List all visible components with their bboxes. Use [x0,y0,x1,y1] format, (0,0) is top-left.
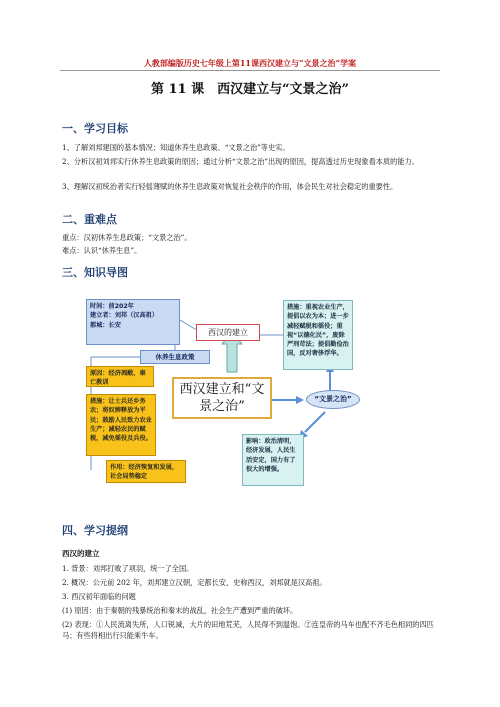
info-time: 时间：前202年 [90,303,134,310]
goal-3: 3、理解汉初统治者实行轻徭薄赋的休养生息政策对恢复社会秩序的作用，体会民生对社会稳定的重要性。 [62,182,398,191]
keypoint-difficult: 难点：认识“休养生息”。 [62,246,142,255]
goal-2: 2、分析汉初刘邦实行休养生息政策的原因；通过分析“文景之治”出现的原因，提高透过历史现象看本质的能力。 [62,157,419,166]
info-founder: 建立者：刘邦（汉高祖） [90,312,159,320]
outline-heading: 西汉的建立 [62,549,100,558]
outline-item-5: (2) 表现：①人民流离失所，人口锐减，大片的田地荒芜，人民得不到温饱。②连皇帝的马车也配不齐毛色相同的四匹马；有些将相出行只能乘牛车。 [62,620,434,641]
outline-item-4: (1) 原因：由于秦朝的残暴统治和秦末的战乱，社会生产遭到严重的破坏。 [62,606,298,615]
doc-header: 人教部编版历史七年级上第11课西汉建立与“文景之治”学案 [143,58,357,68]
outline-item-1: 1. 背景：刘邦打败了项羽，统一了全国。 [62,564,194,573]
section-heading-outline: 四、学习提纲 [62,524,128,537]
wenjing-node: “文景之治” [306,390,360,409]
arrow-center-wenjing-head [296,396,304,404]
policy-box: 休养生息政策 [140,350,210,364]
founding-box: 西汉的建立 [196,324,260,341]
wenjing-measures-box: 措施：重视农业生产，提倡以农为本；进一步减轻赋税和徭役；重视“以德化民”，废除严刑苛法；提倡勤俭治国，反对奢侈浮华。 [283,300,353,370]
wenjing-impact-box: 影响：政治清明，经济发展，人民生活安定，国力有了很大的增强。 [242,434,304,486]
section-heading-goals: 一、学习目标 [62,122,128,135]
arrow-wenjing-impact-line [305,412,325,432]
section-heading-keypoints: 二、重难点 [62,213,117,226]
measures-box: 措施：让士兵还乡务农；将奴婢释放为平民；鼓励人民致力农业生产；减轻农民的赋税，减免徭役及兵役。 [86,394,156,456]
outline-item-3: 3. 西汉初年面临的问题 [62,592,136,601]
section-heading-mindmap: 三、知识导图 [62,266,128,279]
goal-1: 1、了解刘邦建国的基本情况；知道休养生息政策、“文景之治”等史实。 [62,143,290,152]
founding-info-box [86,299,180,345]
reason-box: 原因：经济凋敝，秦亡教训 [86,366,154,387]
info-capital: 都城：长安 [90,321,121,329]
keypoint-main: 重点：汉初休养生息政策；“文景之治”。 [62,233,192,242]
effect-box: 作用：经济恢复和发展，社会局势稳定 [106,460,186,483]
center-topic-box: 西汉建立和“文景之治” [172,377,272,419]
outline-item-2: 2. 概况：公元前 202 年，刘邦建立汉朝，定都长安，史称西汉，刘邦就是汉高祖。 [62,578,327,587]
page-title: 第 11 课 西汉建立与“文景之治” [150,82,350,97]
